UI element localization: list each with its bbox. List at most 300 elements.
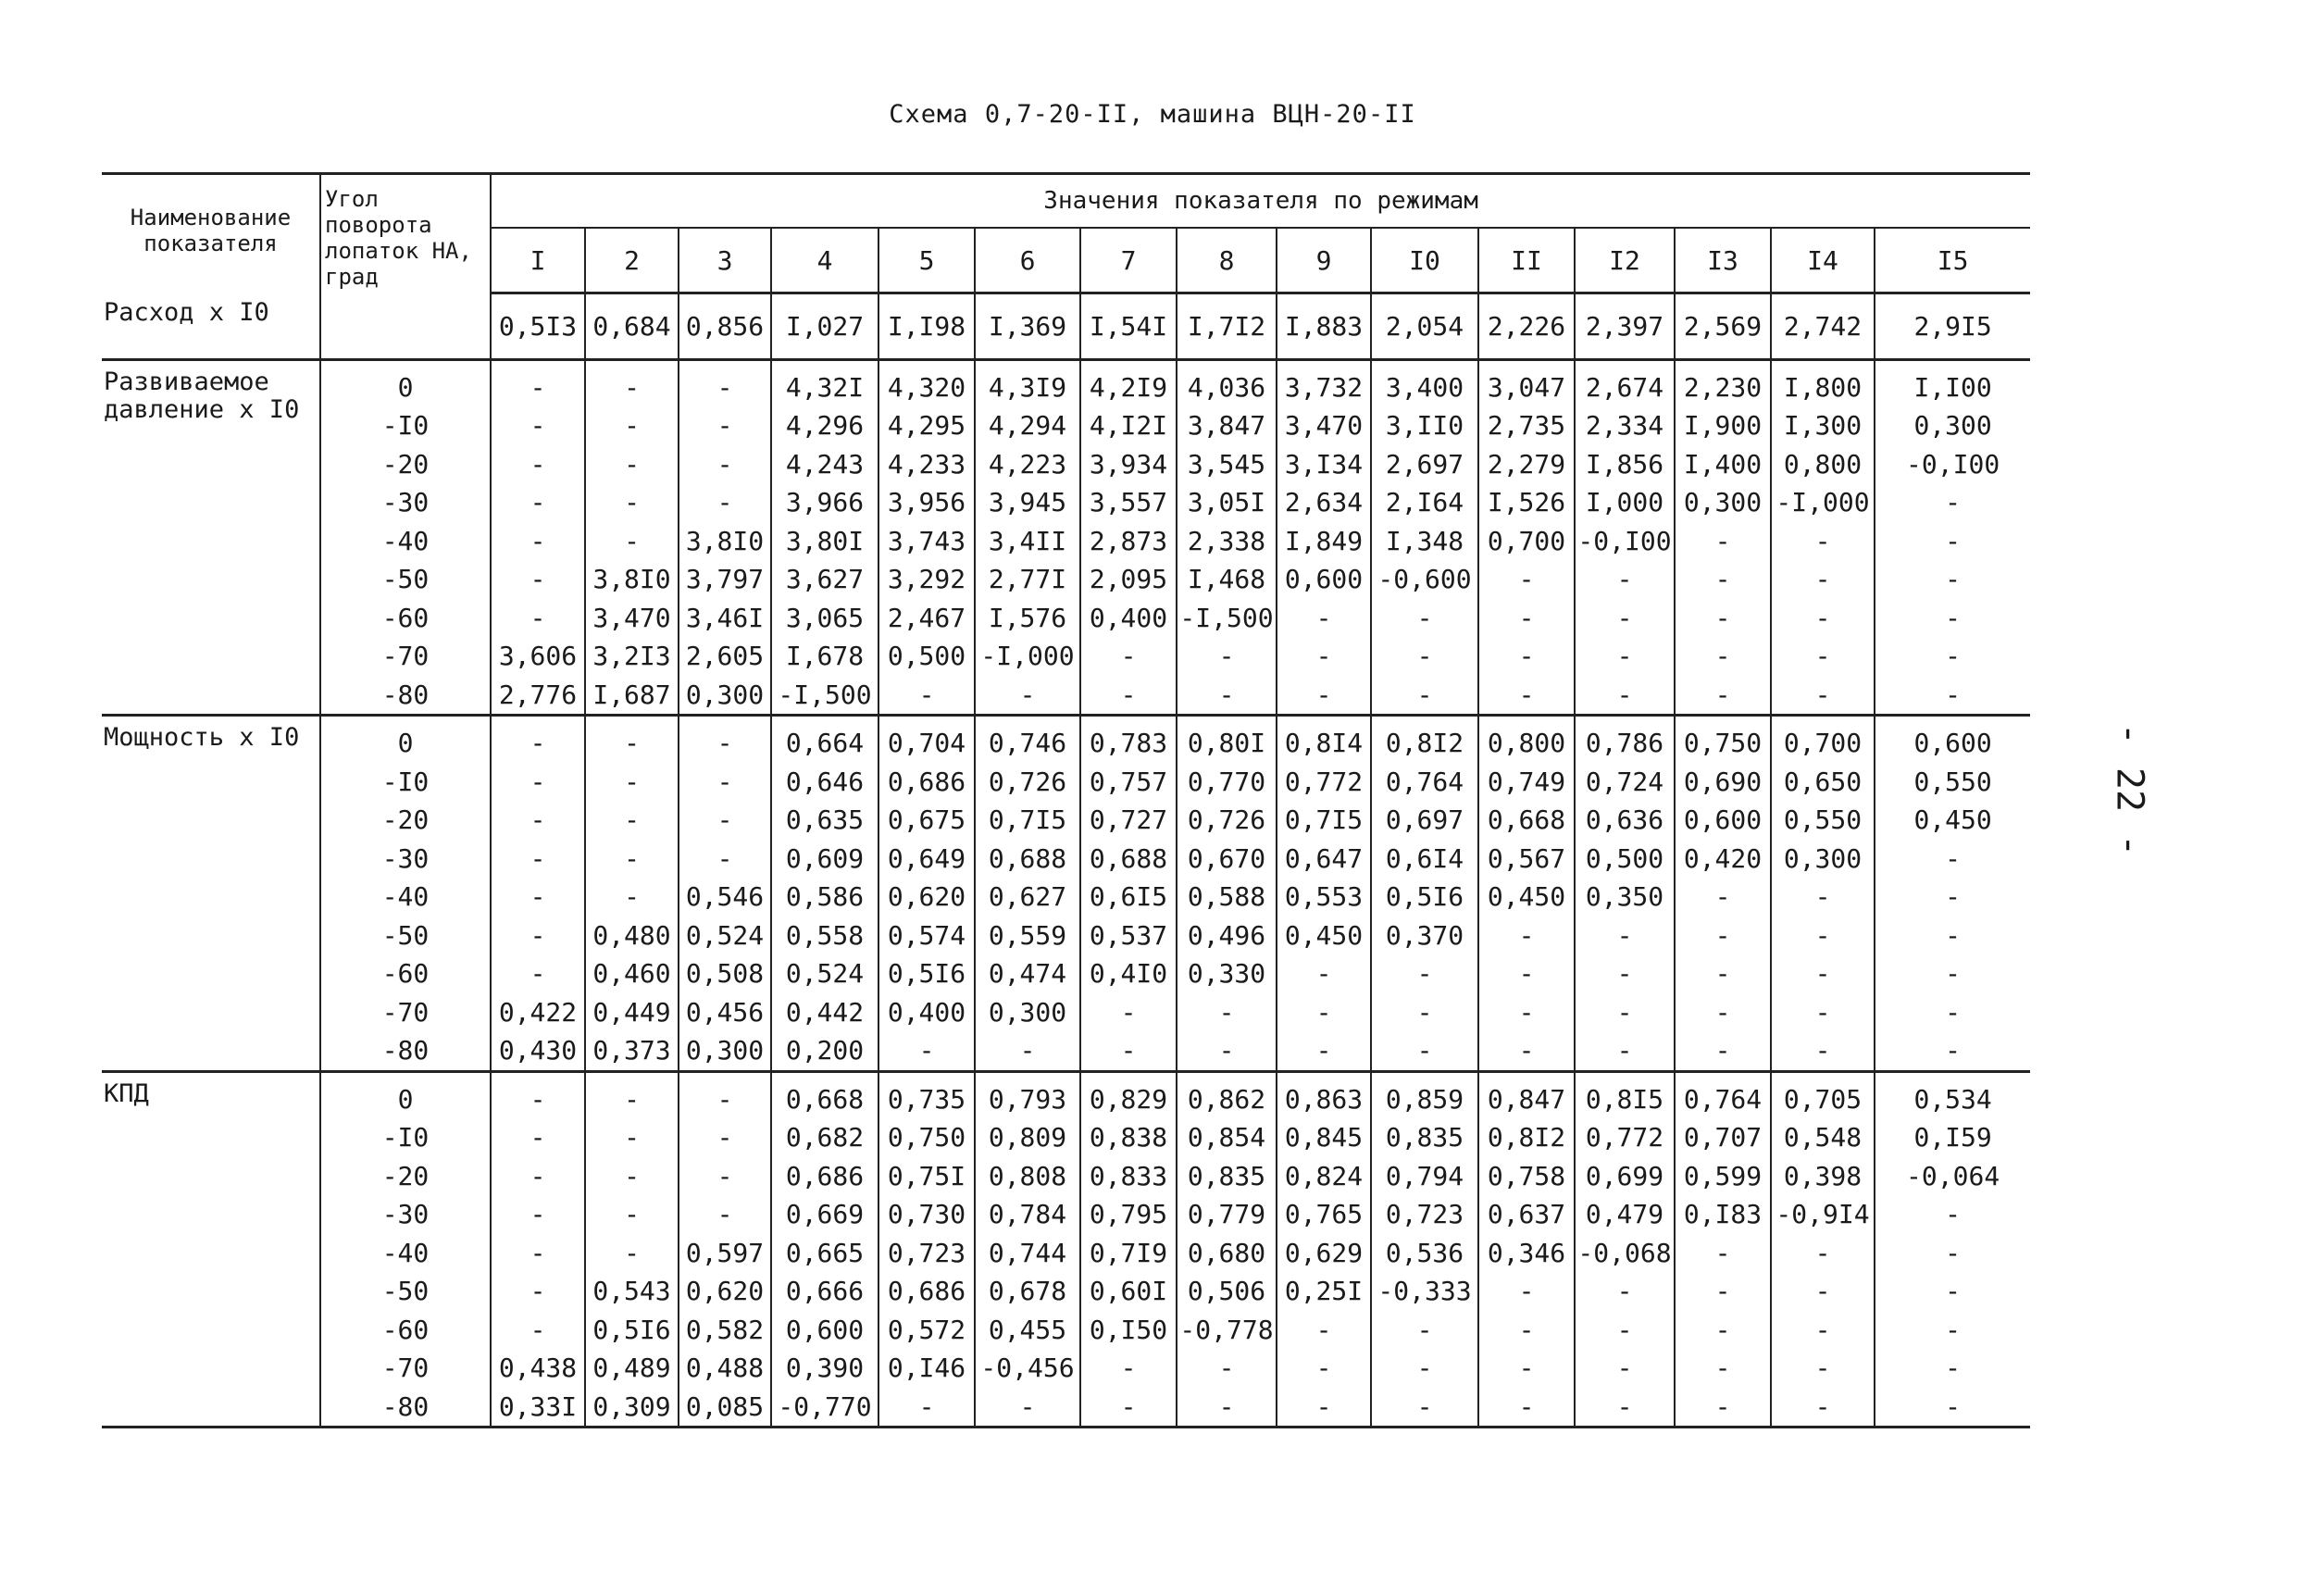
group-name: Мощность х I0 (102, 716, 320, 1072)
table-cell: - (1478, 916, 1575, 955)
header-mode: I4 (1771, 228, 1875, 293)
table-cell: 2,I64 (1371, 483, 1478, 522)
table-cell: 0,600 (1913, 728, 1992, 759)
table-row (102, 1311, 2030, 1350)
table-cell: 0,I50 (1080, 1311, 1177, 1350)
table-cell: 0,6I4 (1371, 840, 1478, 879)
table-cell: - (1675, 1031, 1771, 1071)
table-cell: - (1277, 599, 1371, 638)
table-cell: - (1675, 1349, 1771, 1388)
table-cell: - (1177, 637, 1277, 676)
header-mode: I2 (1575, 228, 1675, 293)
table-cell: 3,934 (1080, 445, 1177, 484)
table-cell: - (679, 406, 771, 445)
table-cell: I,I00 (1913, 371, 1992, 403)
row-angle: -50 (320, 1272, 491, 1311)
table-cell: 0,6I5 (1080, 878, 1177, 916)
table-cell: 0,346 (1478, 1234, 1575, 1273)
table-cell: - (1945, 919, 1962, 951)
table-cell: 0,398 (1771, 1157, 1875, 1196)
table-cell: - (679, 1195, 771, 1234)
table-row (102, 637, 2030, 676)
table-cell: - (1371, 676, 1478, 716)
table-cell: 0,800 (1478, 716, 1575, 763)
table-cell: 0,5I3 (491, 293, 585, 360)
table-cell: - (1675, 954, 1771, 993)
table-cell: 0,300 (1913, 410, 1992, 442)
table-cell: 0,793 (975, 1071, 1080, 1118)
table-cell: 0,620 (679, 1272, 771, 1311)
table-cell: 0,456 (679, 993, 771, 1032)
header-mode: I (491, 228, 585, 293)
table-cell: 0,33I (491, 1388, 585, 1428)
table-cell: 4,320 (878, 359, 975, 406)
table-row (102, 1234, 2030, 1273)
table-cell: - (585, 445, 679, 484)
table-cell: 0,845 (1277, 1118, 1371, 1157)
table-cell: 0,8I5 (1575, 1071, 1675, 1118)
table-cell: 0,629 (1277, 1234, 1371, 1273)
table-cell: 0,75I (878, 1157, 975, 1196)
table-cell: I,678 (771, 637, 878, 676)
table-cell: - (1478, 1272, 1575, 1311)
table-cell: - (585, 1071, 679, 1118)
table-cell: 0,668 (771, 1071, 878, 1118)
table-cell: - (679, 1157, 771, 1196)
table-cell: I,000 (1575, 483, 1675, 522)
table-cell: 0,60I (1080, 1272, 1177, 1311)
header-mode: 8 (1177, 228, 1277, 293)
table-cell: 0,400 (1080, 599, 1177, 638)
table-cell: 0,7I5 (975, 801, 1080, 840)
header-mode: 3 (679, 228, 771, 293)
header-mode: I0 (1371, 228, 1478, 293)
table-cell: 0,854 (1177, 1118, 1277, 1157)
table-cell: - (585, 1118, 679, 1157)
table-cell: - (585, 763, 679, 802)
table-cell: - (1675, 993, 1771, 1032)
table-cell: 0,300 (1771, 840, 1875, 879)
table-cell: - (1080, 1388, 1177, 1428)
table-cell: 0,749 (1478, 763, 1575, 802)
table-cell: - (1771, 954, 1875, 993)
table-cell: I,I98 (878, 293, 975, 360)
table-cell: - (1575, 560, 1675, 599)
table-row (102, 840, 2030, 879)
row-name: Расход х I0 (102, 293, 320, 360)
table-cell: - (1177, 676, 1277, 716)
table-cell: - (1771, 1031, 1875, 1071)
table-cell: 0,833 (1080, 1157, 1177, 1196)
table-cell: 0,808 (975, 1157, 1080, 1196)
table-cell: 0,686 (878, 763, 975, 802)
table-row (102, 916, 2030, 955)
table-cell: 0,479 (1575, 1195, 1675, 1234)
table-cell: - (1575, 1388, 1675, 1428)
row-angle: -I0 (320, 763, 491, 802)
table-cell: - (585, 1157, 679, 1196)
table-cell: - (1675, 1311, 1771, 1350)
table-cell: - (1277, 954, 1371, 993)
table-cell: 2,569 (1675, 293, 1771, 360)
table-cell: - (491, 1272, 585, 1311)
table-cell: - (1371, 1349, 1478, 1388)
table-cell: 0,772 (1575, 1118, 1675, 1157)
table-cell: 0,770 (1177, 763, 1277, 802)
table-cell: -I,000 (975, 637, 1080, 676)
table-cell: 0,707 (1675, 1118, 1771, 1157)
table-cell: - (1675, 878, 1771, 916)
table-row (102, 445, 2030, 484)
row-angle: -60 (320, 599, 491, 638)
table-cell: - (1575, 993, 1675, 1032)
row-angle: -30 (320, 1195, 491, 1234)
table-cell: 4,036 (1177, 359, 1277, 406)
table-cell: -0,9I4 (1771, 1195, 1875, 1234)
table-cell: I,468 (1177, 560, 1277, 599)
row-angle: -40 (320, 1234, 491, 1273)
table-cell: - (585, 801, 679, 840)
table-cell: - (491, 954, 585, 993)
table-cell: 0,627 (975, 878, 1080, 916)
table-cell: - (1771, 637, 1875, 676)
table-cell: 0,794 (1371, 1157, 1478, 1196)
table-cell: 0,496 (1177, 916, 1277, 955)
table-row (102, 954, 2030, 993)
table-cell: 0,460 (585, 954, 679, 993)
table-cell: 0,730 (878, 1195, 975, 1234)
table-cell: 0,8I2 (1371, 716, 1478, 763)
table-cell: 0,688 (1080, 840, 1177, 879)
table-body (102, 293, 2030, 1428)
table-cell: 4,32I (771, 359, 878, 406)
table-cell: - (491, 1157, 585, 1196)
table-cell: 0,727 (1080, 801, 1177, 840)
table-cell: I,400 (1675, 445, 1771, 484)
table-cell: - (1478, 1349, 1575, 1388)
table-cell: - (1771, 1272, 1875, 1311)
table-cell: - (1371, 993, 1478, 1032)
table-cell: - (1371, 1031, 1478, 1071)
table-cell: 2,77I (975, 560, 1080, 599)
row-angle: -40 (320, 522, 491, 561)
table-cell: 0,8I2 (1478, 1118, 1575, 1157)
table-cell: 0,474 (975, 954, 1080, 993)
table-cell: - (1945, 842, 1962, 874)
table-row (102, 1349, 2030, 1388)
table-cell: -0,770 (771, 1388, 878, 1428)
table-cell: 0,600 (1675, 801, 1771, 840)
table-cell: - (1575, 676, 1675, 716)
table-cell: 0,534 (1913, 1083, 1992, 1115)
table-cell: - (1277, 1349, 1371, 1388)
table-cell: - (1771, 1311, 1875, 1350)
row-angle: -I0 (320, 406, 491, 445)
table-cell: 0,646 (771, 763, 878, 802)
table-cell: - (1371, 599, 1478, 638)
header-mode: 7 (1080, 228, 1177, 293)
table-cell: 0,536 (1371, 1234, 1478, 1273)
table-cell: 0,680 (1177, 1234, 1277, 1273)
table-row (102, 716, 2030, 763)
table-cell: 0,548 (1771, 1118, 1875, 1157)
table-cell: - (1478, 954, 1575, 993)
table-cell: I,300 (1771, 406, 1875, 445)
table-cell: 0,350 (1575, 878, 1675, 916)
table-cell: - (1945, 487, 1962, 518)
table-cell: 0,649 (878, 840, 975, 879)
table-row (102, 676, 2030, 716)
table-cell: - (585, 483, 679, 522)
table-cell: 3,065 (771, 599, 878, 638)
table-cell: I,856 (1575, 445, 1675, 484)
table-cell: 0,829 (1080, 1071, 1177, 1118)
table-cell: 0,422 (491, 993, 585, 1032)
table-cell: 0,553 (1277, 878, 1371, 916)
table-cell: 0,765 (1277, 1195, 1371, 1234)
table-cell: 3,627 (771, 560, 878, 599)
table-cell: 3,8I0 (585, 560, 679, 599)
table-cell: 0,I46 (878, 1349, 975, 1388)
table-cell: 0,450 (1277, 916, 1371, 955)
table-row (102, 1272, 2030, 1311)
header-mode: I3 (1675, 228, 1771, 293)
table-cell: I,687 (585, 676, 679, 716)
table-cell: 0,442 (771, 993, 878, 1032)
table-cell: 0,438 (491, 1349, 585, 1388)
table-cell: 0,690 (1675, 763, 1771, 802)
table-cell: -0,064 (1906, 1160, 2000, 1191)
table-cell: 0,572 (878, 1311, 975, 1350)
table-cell: - (1945, 1237, 1962, 1268)
table-cell: 0,420 (1675, 840, 1771, 879)
table-cell: - (1177, 1349, 1277, 1388)
table-cell: 2,334 (1575, 406, 1675, 445)
table-cell: - (1080, 637, 1177, 676)
table-cell: 0,705 (1771, 1071, 1875, 1118)
table-cell: 0,488 (679, 1349, 771, 1388)
header-angle-col: Угол поворота лопаток НА, град (320, 174, 491, 293)
table-cell: - (1771, 676, 1875, 716)
table-cell: - (679, 359, 771, 406)
header-mode: 2 (585, 228, 679, 293)
table-cell: - (1675, 1388, 1771, 1428)
table-cell: 0,856 (679, 293, 771, 360)
table-cell: 0,686 (771, 1157, 878, 1196)
table-cell: 0,697 (1371, 801, 1478, 840)
table-cell: - (1945, 564, 1962, 595)
table-cell: - (1771, 522, 1875, 561)
table-cell: - (1771, 1388, 1875, 1428)
table-cell: - (679, 1071, 771, 1118)
table-cell: 3,956 (878, 483, 975, 522)
table-row (102, 1118, 2030, 1157)
table-cell: - (585, 1234, 679, 1273)
table-cell: - (1177, 1388, 1277, 1428)
table-cell: - (1478, 993, 1575, 1032)
table-cell: - (491, 406, 585, 445)
table-row (102, 522, 2030, 561)
table-cell: 2,338 (1177, 522, 1277, 561)
table-cell: - (1478, 599, 1575, 638)
header-mode: II (1478, 228, 1575, 293)
table-cell: - (1875, 1388, 2030, 1428)
table-cell: 2,873 (1080, 522, 1177, 561)
table-cell: 2,674 (1575, 359, 1675, 406)
table-cell: 0,772 (1277, 763, 1371, 802)
table-cell: -0,I00 (1575, 522, 1675, 561)
table-cell: - (585, 1195, 679, 1234)
table-cell: 0,480 (585, 916, 679, 955)
table-cell: I,369 (975, 293, 1080, 360)
table-cell: - (1771, 599, 1875, 638)
table-cell: - (1771, 1234, 1875, 1273)
table-cell: 0,800 (1771, 445, 1875, 484)
table-cell: - (1177, 993, 1277, 1032)
table-cell: - (1675, 599, 1771, 638)
table-row (102, 993, 2030, 1032)
table-cell: - (1478, 1388, 1575, 1428)
table-row (102, 1195, 2030, 1234)
table-cell: - (491, 916, 585, 955)
table-cell: - (1080, 676, 1177, 716)
table-cell: 0,699 (1575, 1157, 1675, 1196)
table-row (102, 1388, 2030, 1428)
table-cell: - (1371, 954, 1478, 993)
table-cell: 0,455 (975, 1311, 1080, 1350)
table-cell: - (1575, 954, 1675, 993)
table-cell: - (491, 560, 585, 599)
table-cell: I,54I (1080, 293, 1177, 360)
table-cell: 0,726 (1177, 801, 1277, 840)
table-cell: 0,723 (878, 1234, 975, 1273)
table-cell: 0,838 (1080, 1118, 1177, 1157)
table-cell: 0,704 (878, 716, 975, 763)
table-cell: - (491, 716, 585, 763)
row-angle: -80 (320, 1388, 491, 1428)
row-angle: 0 (320, 359, 491, 406)
table-cell: I,576 (975, 599, 1080, 638)
table-cell: 3,847 (1177, 406, 1277, 445)
row-angle: -70 (320, 993, 491, 1032)
table-cell: 0,582 (679, 1311, 771, 1350)
table-cell: - (491, 1071, 585, 1118)
table-cell: - (585, 716, 679, 763)
header-values-col: Значения показателя по режимам (491, 174, 2030, 229)
table-cell: 0,859 (1371, 1071, 1478, 1118)
table-row (102, 1071, 2030, 1118)
table-cell: 0,5I6 (1371, 878, 1478, 916)
table-cell: 4,294 (975, 406, 1080, 445)
table-cell: - (1575, 599, 1675, 638)
table-cell: - (1945, 1276, 1962, 1307)
row-angle (320, 293, 491, 360)
table-cell: 0,783 (1080, 716, 1177, 763)
group-name: КПД (102, 1071, 320, 1428)
row-angle: -20 (320, 1157, 491, 1196)
table-cell: - (1675, 916, 1771, 955)
table-cell: 0,835 (1371, 1118, 1478, 1157)
table-cell: - (1771, 878, 1875, 916)
table-cell: - (1478, 637, 1575, 676)
table-cell: 0,620 (878, 878, 975, 916)
table-cell: 0,750 (878, 1118, 975, 1157)
table-cell: - (878, 1031, 975, 1071)
row-angle: -50 (320, 916, 491, 955)
table-cell: - (1575, 1349, 1675, 1388)
table-cell: 0,665 (771, 1234, 878, 1273)
table-cell: - (679, 801, 771, 840)
table-cell: I,800 (1771, 359, 1875, 406)
row-angle: -60 (320, 954, 491, 993)
table-cell: 0,723 (1371, 1195, 1478, 1234)
table-cell: 0,8I4 (1277, 716, 1371, 763)
table-cell: 0,558 (771, 916, 878, 955)
table-cell: - (1277, 637, 1371, 676)
table-row (102, 406, 2030, 445)
table-cell: 0,5I6 (585, 1311, 679, 1350)
table-cell: 0,7I5 (1277, 801, 1371, 840)
table-cell: 0,537 (1080, 916, 1177, 955)
table-cell: 0,300 (975, 993, 1080, 1032)
table-cell: 0,764 (1675, 1071, 1771, 1118)
table-cell: 0,675 (878, 801, 975, 840)
table-cell: 0,508 (679, 954, 771, 993)
table-cell: - (975, 1031, 1080, 1071)
table-cell: 0,370 (1371, 916, 1478, 955)
table-cell: 2,279 (1478, 445, 1575, 484)
table-cell: I,883 (1277, 293, 1371, 360)
table-cell: 3,606 (491, 637, 585, 676)
table-cell: - (491, 763, 585, 802)
table-cell: - (878, 676, 975, 716)
table-cell: 0,637 (1478, 1195, 1575, 1234)
table-cell: 0,809 (975, 1118, 1080, 1157)
table-cell: - (1478, 1031, 1575, 1071)
table-cell: -0,333 (1371, 1272, 1478, 1311)
table-cell: 0,757 (1080, 763, 1177, 802)
table-cell: 0,669 (771, 1195, 878, 1234)
table-cell: - (1875, 676, 2030, 716)
table-cell: - (679, 445, 771, 484)
table-cell: 0,784 (975, 1195, 1080, 1234)
table-cell: 0,678 (975, 1272, 1080, 1311)
table-cell: - (585, 359, 679, 406)
table-cell: - (1371, 637, 1478, 676)
table-cell: - (491, 1234, 585, 1273)
table-cell: 0,4I0 (1080, 954, 1177, 993)
table-cell: 4,296 (771, 406, 878, 445)
table-row (102, 293, 2030, 360)
row-angle: -70 (320, 637, 491, 676)
table-cell: 0,750 (1675, 716, 1771, 763)
table-cell: - (1945, 958, 1962, 990)
table-cell: - (1945, 1353, 1962, 1384)
header-mode: 6 (975, 228, 1080, 293)
table-cell: 2,776 (491, 676, 585, 716)
table-cell: -I,000 (1771, 483, 1875, 522)
table-cell: - (1575, 1311, 1675, 1350)
table-cell: - (1875, 1031, 2030, 1071)
row-angle: -20 (320, 445, 491, 484)
table-cell: 2,697 (1371, 445, 1478, 484)
table-cell: 0,400 (878, 993, 975, 1032)
table-cell: 0,686 (878, 1272, 975, 1311)
table-cell: 0,700 (1771, 716, 1875, 763)
table-cell: - (1945, 1199, 1962, 1230)
table-cell: - (679, 840, 771, 879)
table-cell: - (1675, 1234, 1771, 1273)
